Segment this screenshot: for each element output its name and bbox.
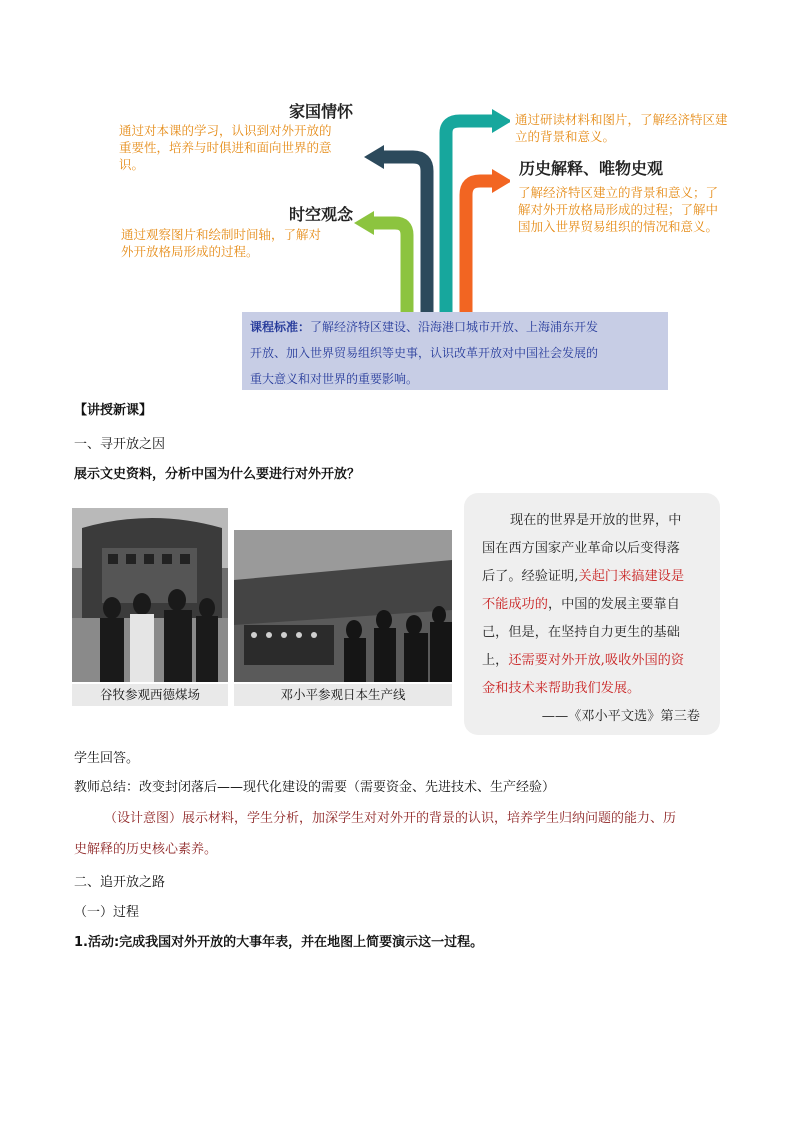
orange-arrow [466, 181, 498, 315]
green-arrow [370, 223, 407, 315]
goal-jiaguo-text: 通过对本课的学习，认识到对外开放的 重要性，培养与时俱进和面向世界的意 识。 [119, 123, 332, 172]
design-intent-line1: （设计意图）展示材料，学生分析，加深学生对对外开的背景的认识，培养学生归纳问题的能力、历 [104, 811, 677, 826]
subsection-1-title: （一）过程 [74, 905, 140, 920]
goal-shikong-title: 时空观念 [289, 205, 354, 224]
goals-arrow-diagram [350, 105, 510, 315]
quote-source: ——《邓小平文选》第三卷 [541, 709, 700, 724]
section-1-prompt: 展示文史资料，分析中国为什么要进行对外开放？ [74, 467, 361, 482]
goal-shikong-text: 通过观察图片和绘制时间轴，了解对 外开放格局形成的过程。 [121, 227, 322, 259]
teal-arrow-head [492, 109, 510, 133]
teacher-summary: 教师总结：改变封闭落后——现代化建设的需要（需要资金、先进技术、生产经验） [74, 780, 556, 795]
photo-2-caption: 邓小平参观日本生产线 [234, 684, 452, 706]
photo-deng-japan-line [234, 530, 452, 682]
student-answer: 学生回答。 [74, 751, 140, 766]
orange-arrow-head [492, 169, 510, 193]
navy-arrow-head [364, 145, 384, 169]
course-standard-box: 课程标准：了解经济特区建设、沿海港口城市开放、上海浦东开发 开放、加入世界贸易组织等史事，认识改革开放对中国社会发展的 重大意义和对世界的重要影响。 [242, 312, 668, 390]
photo-2-image [234, 530, 452, 682]
section-1-title: 一、寻开放之因 [74, 437, 166, 452]
photo-1-caption: 谷牧参观西德煤场 [72, 684, 228, 706]
goal-lishi-title: 历史解释、唯物史观 [519, 159, 664, 178]
section-new-lesson: 【讲授新课】 [74, 403, 153, 418]
design-intent-line2: 史解释的历史核心素养。 [74, 842, 218, 857]
goal-yanjiu-text: 通过研读材料和图片，了解经济特区建 立的背景和意义。 [515, 112, 728, 144]
goal-lishi-text: 了解经济特区建立的背景和意义；了 解对外开放格局形成的过程；了解中 国加入世界贸易组织的情况和意义。 [518, 185, 719, 234]
standard-label: 课程标准： [250, 320, 311, 334]
goal-jiaguo-title: 家国情怀 [289, 102, 354, 121]
activity-1: 1.活动:完成我国对外开放的大事年表，并在地图上简要演示这一过程。 [74, 935, 484, 950]
deng-quote-box: 现在的世界是开放的世界，中 国在西方国家产业革命以后变得落 后了。经验证明,关起门来搞建设是 不能成功的，中国的发展主要靠自 己，但是，在坚持自力更生的基础 上，还需要对外开放,吸收外国的资 金和技术来帮助我们发展。 ——《邓小平文选》第三卷 [464, 493, 720, 735]
photo-gumu-coal-yard [72, 508, 228, 682]
section-2-title: 二、追开放之路 [74, 875, 166, 890]
green-arrow-head [354, 211, 374, 235]
photo-1-image [72, 508, 228, 682]
